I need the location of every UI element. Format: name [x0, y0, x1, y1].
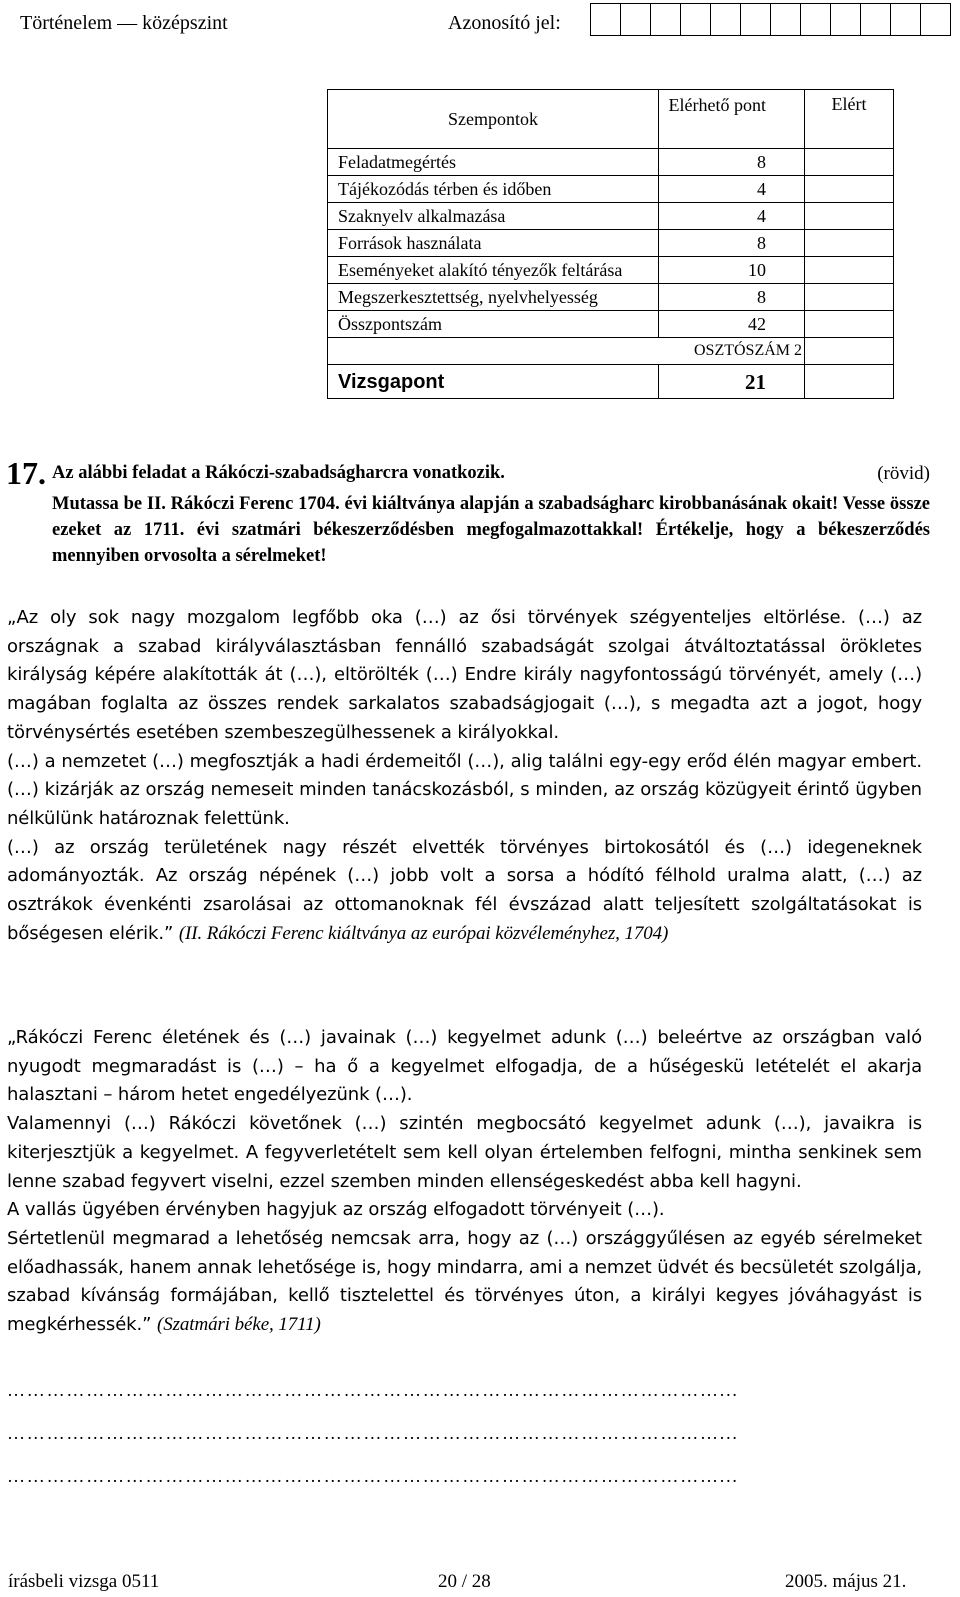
source-paragraph: A vallás ügyében érvényben hagyjuk az ország elfogadott törvényeit (…).	[7, 1199, 665, 1221]
id-box[interactable]	[710, 3, 741, 36]
max-points: 10	[659, 257, 805, 284]
table-row-total	[328, 311, 894, 338]
footer-exam-code: írásbeli vizsga 0511	[8, 1571, 160, 1592]
id-box[interactable]	[770, 3, 801, 36]
max-points: 4	[659, 203, 805, 230]
footer-date: 2005. május 21.	[785, 1571, 907, 1592]
id-box[interactable]	[890, 3, 921, 36]
divisor-row	[328, 338, 894, 365]
col-max-header: Elérhető pont	[659, 90, 805, 149]
max-points: 8	[659, 230, 805, 257]
answer-line[interactable]: ………………………………………………………………………………………………...	[7, 1423, 739, 1443]
table-row	[328, 284, 894, 311]
table-row	[328, 149, 894, 176]
exam-points-max: 21	[659, 365, 805, 399]
achieved-cell[interactable]	[805, 149, 894, 176]
exam-points-row	[328, 365, 894, 399]
max-points: 8	[659, 284, 805, 311]
answer-line[interactable]: ………………………………………………………………………………………………...	[7, 1466, 739, 1486]
source-paragraph: „Rákóczi Ferenc életének és (…) javainak (…) kegyelmet adunk (…) beleértve az országban való nyugodt megmaradást is (…) – ha ő a kegyelmet elfogadja, de a hűségeskü letételét el akarja halasztani – három hetet engedélyezünk (…).	[7, 1027, 922, 1106]
criterion-label: Összpontszám	[328, 311, 659, 338]
table-row	[328, 230, 894, 257]
table-row	[328, 257, 894, 284]
criterion-label: Tájékozódás térben és időben	[328, 176, 659, 203]
achieved-cell[interactable]	[805, 284, 894, 311]
task-title: Az alábbi feladat a Rákóczi-szabadságharcra vonatkozik.	[52, 463, 505, 483]
id-box[interactable]	[650, 3, 681, 36]
divisor-label: OSZTÓSZÁM 2	[659, 338, 805, 365]
criterion-label: Eseményeket alakító tényezők feltárása	[328, 257, 659, 284]
source-text-2	[7, 1024, 922, 1340]
source-paragraph	[7, 1225, 922, 1340]
criterion-label: Feladatmegértés	[328, 149, 659, 176]
source-paragraph	[7, 834, 922, 949]
answer-line[interactable]: ………………………………………………………………………………………………...	[7, 1380, 739, 1400]
id-box[interactable]	[830, 3, 861, 36]
achieved-cell[interactable]	[805, 257, 894, 284]
id-code-boxes[interactable]	[591, 3, 951, 36]
exam-points-label: Vizsgapont	[328, 365, 659, 399]
criterion-label: Források használata	[328, 230, 659, 257]
achieved-cell[interactable]	[805, 311, 894, 338]
id-box[interactable]	[590, 3, 621, 36]
task-type: (rövid)	[877, 463, 930, 484]
id-box[interactable]	[680, 3, 711, 36]
col-criteria-header: Szempontok	[328, 90, 659, 149]
header-subject: Történelem — középszint	[20, 12, 228, 34]
table-row	[328, 203, 894, 230]
achieved-cell[interactable]	[805, 203, 894, 230]
id-box[interactable]	[740, 3, 771, 36]
max-points: 42	[659, 311, 805, 338]
task-instructions: Mutassa be II. Rákóczi Ferenc 1704. évi kiáltványa alapján a szabadságharc kirobbanásának okait! Vesse össze ezeket az 1711. évi szatmári békeszerződésben megfogalmazottakkal! Értékelje, hogy a békeszerződés mennyiben orvosolta a sérelmeket!	[52, 494, 930, 566]
id-box[interactable]	[620, 3, 651, 36]
source-paragraph-text: Sértetlenül megmarad a lehetőség nemcsak arra, hogy az (…) országgyűlésen az egyéb sérelmeket előadhassák, hanem annak lehetősége is, hogy mindarra, ami a nemzet üdvét és becsületét szolgálja, szabad kívánság formájában, kellő tisztelettel és törvényes úton, a királyi kegyes jóváhagyást is megkérhessék.”	[7, 1227, 922, 1336]
max-points: 8	[659, 149, 805, 176]
table-row	[328, 176, 894, 203]
exam-points-achieved[interactable]	[805, 365, 894, 399]
col-achieved-header: Elért	[805, 90, 894, 149]
criterion-label: Szaknyelv alkalmazása	[328, 203, 659, 230]
achieved-cell[interactable]	[805, 176, 894, 203]
source-citation: (Szatmári béke, 1711)	[156, 1314, 321, 1336]
footer-page-number: 20 / 28	[438, 1571, 491, 1592]
source-paragraph: (…) a nemzetet (…) megfosztják a hadi érdemeitől (…), alig találni egy-egy erőd élén magyar embert. (…) kizárják az ország nemeseit minden tanácskozásból, s minden, az ország közügyeit érintő ügyben nélkülünk határoznak felettünk.	[7, 750, 922, 829]
source-text-1	[7, 604, 922, 948]
source-paragraph: „Az oly sok nagy mozgalom legfőbb oka (…) az ősi törvények szégyenteljes eltörlése. (…) az országnak a szabad királyválasztásban fennálló szabadságát szolgai átváltoztatással örökletes királyság képére alakították át (…), eltörölték (…) Endre király nagyfontosságú törvényét, amely (…) magában foglalta az összes rendek sarkalatos szabadságjogait (…), s megadta azt a jogot, hogy törvénysértés esetében szembeszegülhessenek a királyokkal.	[7, 607, 922, 743]
max-points: 4	[659, 176, 805, 203]
id-box[interactable]	[800, 3, 831, 36]
id-label: Azonosító jel:	[448, 12, 561, 34]
source-citation: (II. Rákóczi Ferenc kiáltványa az európai közvéleményhez, 1704)	[178, 922, 669, 944]
achieved-cell[interactable]	[805, 230, 894, 257]
source-paragraph: Valamennyi (…) Rákóczi követőnek (…) szintén megbocsátó kegyelmet adunk (…), javaikra is kiterjesztjük a kegyelmet. A fegyverletételt sem kell olyan értelemben felfogni, mintha senkinek sem lenne szabad fegyvert viselni, ezzel szemben minden ellenségeskedést abba kell hagyni.	[7, 1113, 922, 1192]
id-box[interactable]	[860, 3, 891, 36]
task-number: 17.	[6, 455, 46, 491]
source-paragraph-text: (…) az ország területének nagy részét elvették törvényes birtokosától és (…) idegeneknek adományozták. Az ország népének (…) jobb volt a sorsa a hódító félhold uralma alatt, (…) az osztrákok évenkénti zsarolásai az ottomanoknak fél évszázad alatt teljesített szolgáltatásokat is bőségesen elérik.”	[7, 836, 922, 944]
criterion-label: Megszerkesztettség, nyelvhelyesség	[328, 284, 659, 311]
id-box[interactable]	[920, 3, 951, 36]
task-title-row	[52, 463, 930, 484]
score-table	[327, 89, 894, 399]
